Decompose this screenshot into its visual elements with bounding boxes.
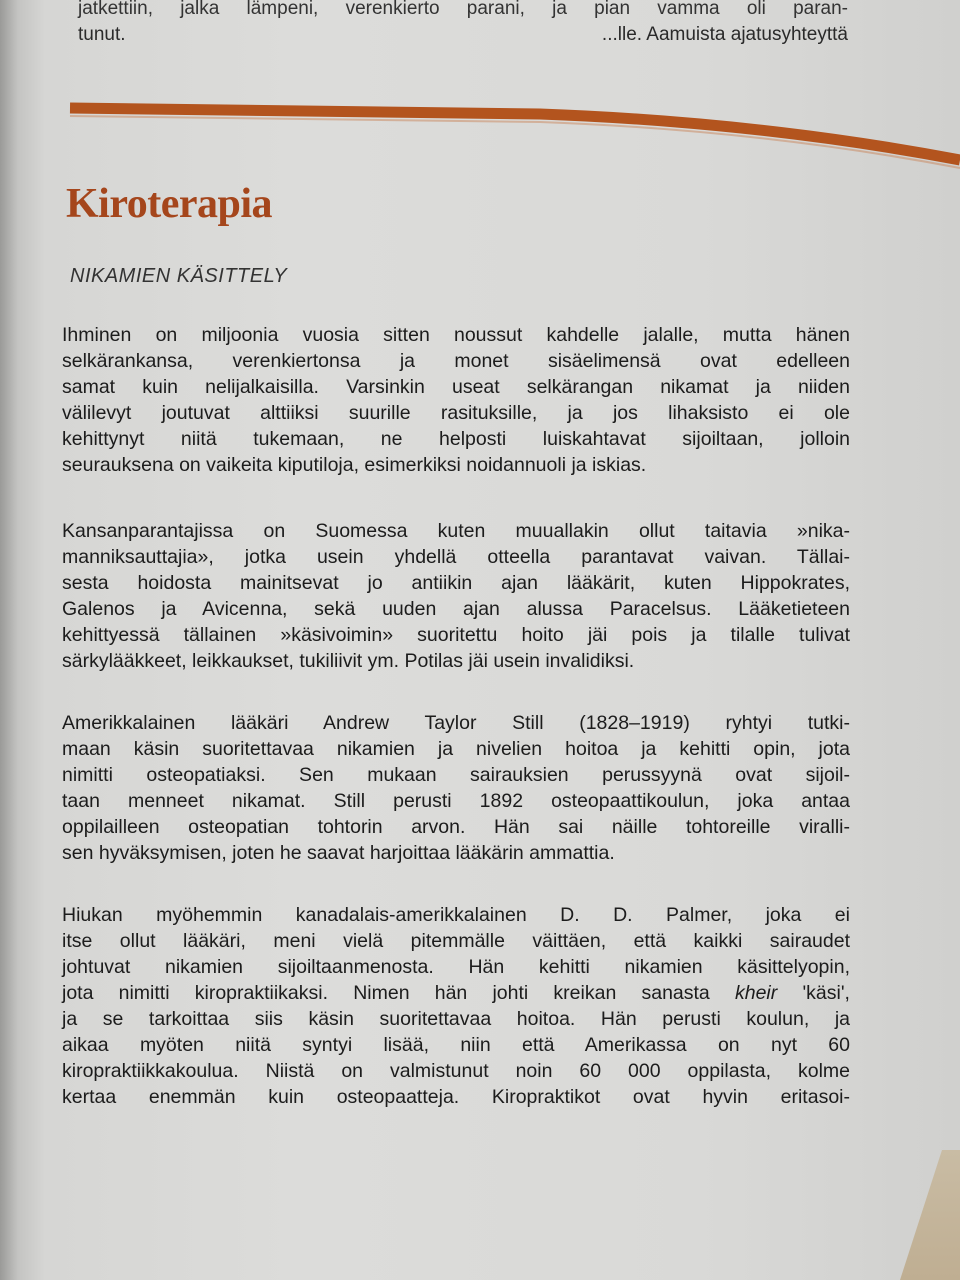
text-line: kehittynyt niitä tukemaan, ne helposti luiskahtavat sijoiltaan, jolloin [62, 428, 850, 450]
table-surface [900, 1150, 960, 1280]
text-line: särkylääkkeet, leikkaukset, tukiliivit ym. Potilas jäi usein invalidiksi. [62, 650, 635, 672]
text-line: oppilailleen osteopatian tohtorin arvon. Hän sai näille tohtoreille viralli- [62, 816, 850, 838]
text-line: ja se tarkoittaa siis käsin suoritettavaa hoitoa. Hän perusti koulun, ja [62, 1008, 850, 1030]
section-title: Kiroterapia [66, 181, 273, 227]
paragraph [62, 902, 850, 1110]
paragraph [62, 518, 850, 674]
text-line: nimitti osteopatiaksi. Sen mukaan sairauksien perussyynä ovat sijoil- [62, 764, 850, 786]
text-line: tunut. [78, 24, 126, 45]
text-line: sen hyväksymisen, joten he saavat harjoittaa lääkärin ammattia. [62, 842, 615, 864]
text-line: sesta hoidosta mainitsevat jo antiikin ajan lääkärit, kuten Hippokrates, [62, 572, 850, 594]
text-line-fragment: ...lle. Aamuista ajatusyhteyttä [601, 24, 848, 45]
section-subtitle: NIKAMIEN KÄSITTELY [70, 265, 288, 287]
text-line: itse ollut lääkäri, meni vielä pitemmälle väittäen, että kaikki sairaudet [62, 930, 850, 952]
text-line: Ihminen on miljoonia vuosia sitten noussut kahdelle jalalle, mutta hänen [62, 324, 850, 346]
text-line: Kansanparantajissa on Suomessa kuten muuallakin ollut taitavia »nika- [62, 520, 850, 542]
text-line: selkärankansa, verenkiertonsa ja monet sisäelimensä ovat edelleen [62, 350, 850, 372]
text-line: taan menneet nikamat. Still perusti 1892 osteopaattikoulun, joka antaa [62, 790, 850, 812]
paragraph [62, 710, 850, 866]
text-line: aikaa myöten niitä syntyi lisää, niin että Amerikassa on nyt 60 [62, 1034, 850, 1056]
text-line: jota nimitti kiropraktiikaksi. Nimen hän johti kreikan sanasta kheir 'käsi', [62, 982, 850, 1004]
text-line: kehittyessä tällainen »käsivoimin» suoritettu hoito jäi pois ja tilalle tulivat [62, 624, 850, 646]
text-line: kertaa enemmän kuin osteopaatteja. Kiropraktikot ovat hyvin eritasoi- [62, 1086, 850, 1108]
text-line: jatkettiin, jalka lämpeni, verenkierto parani, ja pian vamma oli paran- [78, 0, 848, 19]
text-line: johtuvat nikamien sijoiltaanmenosta. Hän kehitti nikamien käsittelyopin, [62, 956, 850, 978]
text-line: Galenos ja Avicenna, sekä uuden ajan alussa Paracelsus. Lääketieteen [62, 598, 850, 620]
text-line: seurauksena on vaikeita kiputiloja, esimerkiksi noidannuoli ja iskias. [62, 454, 647, 476]
text-line: välilevyt joutuvat alttiiksi suurille rasituksille, ja jos lihaksisto ei ole [62, 402, 850, 424]
emphasized-word: kheir [734, 982, 778, 1004]
text-line: samat kuin nelijalkaisilla. Varsinkin useat selkärangan nikamat ja niiden [62, 376, 850, 398]
text-line: Amerikkalainen lääkäri Andrew Taylor Still (1828–1919) ryhtyi tutki- [62, 712, 850, 734]
text-line: Hiukan myöhemmin kanadalais-amerikkalainen D. D. Palmer, joka ei [62, 904, 850, 926]
text-line: manniksauttajia», jotka usein yhdellä otteella parantavat vaivan. Tällai- [62, 546, 850, 568]
section-divider-rule [0, 90, 960, 180]
previous-section-text [78, 0, 848, 48]
paragraph [62, 322, 850, 478]
text-line: maan käsin suoritettavaa nikamien ja nivelien hoitoa ja kehitti opin, jota [62, 738, 850, 760]
text-line: kiropraktiikkakoulua. Niistä on valmistunut noin 60 000 oppilasta, kolme [62, 1060, 850, 1082]
